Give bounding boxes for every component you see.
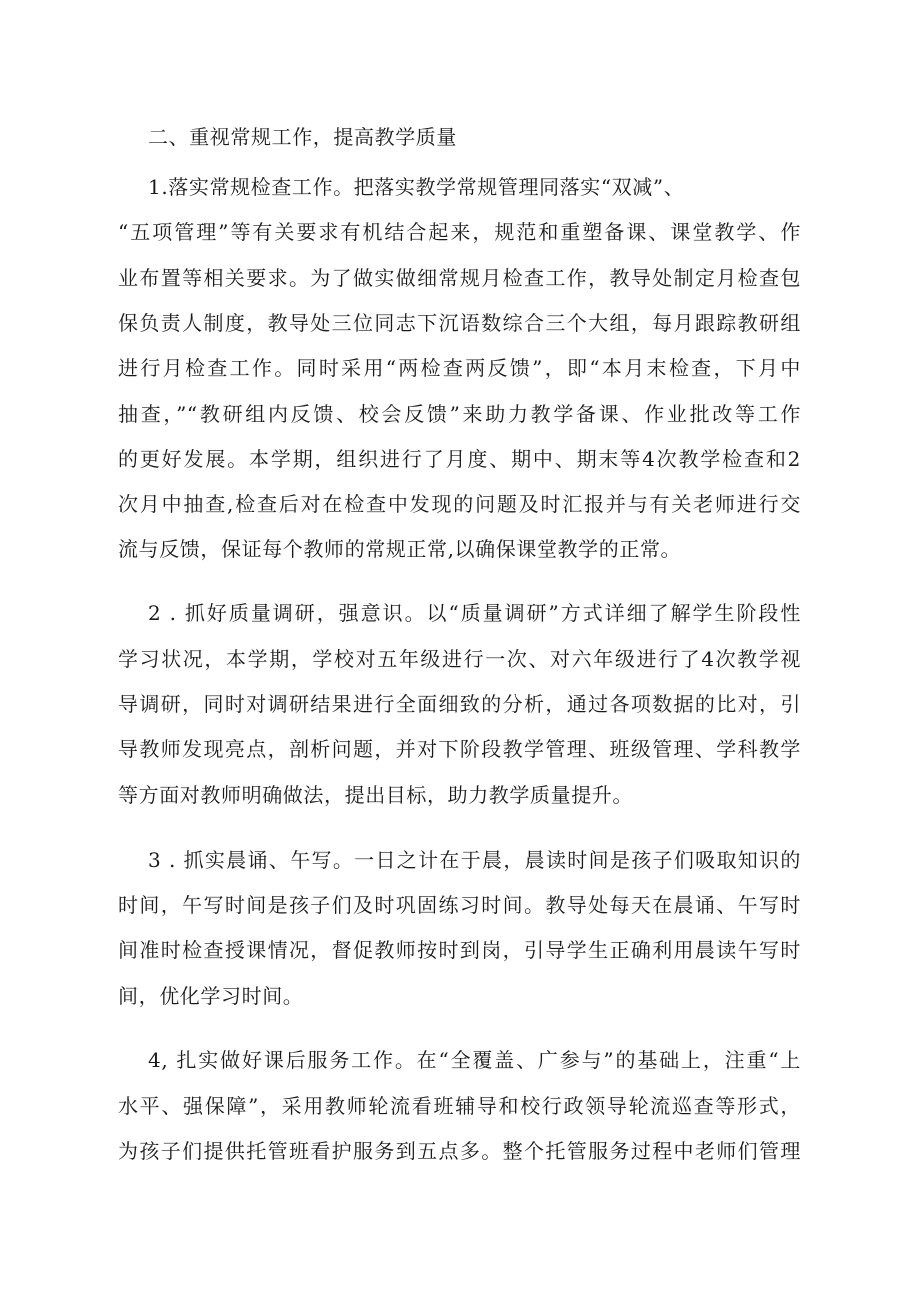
text-line: 间准时检查授课情况，督促教师按时到岗，引导学生正确利用晨读午写时	[118, 938, 801, 962]
text-line: 抽查，”“教研组内反馈、校会反馈”来助力教学备课、作业批改等工作	[118, 402, 801, 426]
text-line: 导调研，同时对调研结果进行全面细致的分析，通过各项数据的比对，引	[118, 692, 801, 716]
text-line: 的更好发展。本学期，组织进行了月度、期中、期末等4次教学检查和2	[118, 447, 801, 471]
text-line: 流与反馈，保证每个教师的常规正常,以确保课堂教学的正常。	[118, 537, 682, 561]
section-heading: 二、重视常规工作，提高教学质量	[148, 125, 457, 149]
text-line: 1.落实常规检查工作。把落实教学常规管理同落实“双减”、	[148, 175, 685, 199]
text-line: 4, 扎实做好课后服务工作。在“全覆盖、广参与”的基础上，注重“上	[148, 1048, 801, 1072]
text-line: 水平、强保障”，采用教师轮流看班辅导和校行政领导轮流巡查等形式，	[118, 1094, 801, 1118]
text-line: 2 . 抓好质量调研，强意识。以“质量调研”方式详细了解学生阶段性	[148, 601, 801, 625]
text-line: “五项管理”等有关要求有机结合起来，规范和重塑备课、课堂教学、作	[118, 220, 801, 244]
text-line: 时间，午写时间是孩子们及时巩固练习时间。教导处每天在晨诵、午写时	[118, 893, 801, 917]
text-line: 3 . 抓实晨诵、午写。一日之计在于晨，晨读时间是孩子们吸取知识的	[148, 848, 801, 872]
text-line: 进行月检查工作。同时采用“两检查两反馈”，即“本月末检查，下月中	[118, 356, 801, 380]
text-line: 导教师发现亮点，剖析问题，并对下阶段教学管理、班级管理、学科教学	[118, 737, 801, 761]
text-line: 间，优化学习时间。	[118, 984, 304, 1008]
text-line: 保负责人制度，教导处三位同志下沉语数综合三个大组，每月跟踪教研组	[118, 311, 801, 335]
text-line: 学习状况，本学期，学校对五年级进行一次、对六年级进行了4次教学视	[118, 647, 801, 671]
text-line: 次月中抽查,检查后对在检查中发现的问题及时汇报并与有关老师进行交	[118, 492, 801, 516]
text-line: 等方面对教师明确做法，提出目标，助力教学质量提升。	[118, 783, 633, 807]
text-line: 为孩子们提供托管班看护服务到五点多。整个托管服务过程中老师们管理	[118, 1139, 801, 1163]
text-line: 业布置等相关要求。为了做实做细常规月检查工作，教导处制定月检查包	[118, 266, 801, 290]
